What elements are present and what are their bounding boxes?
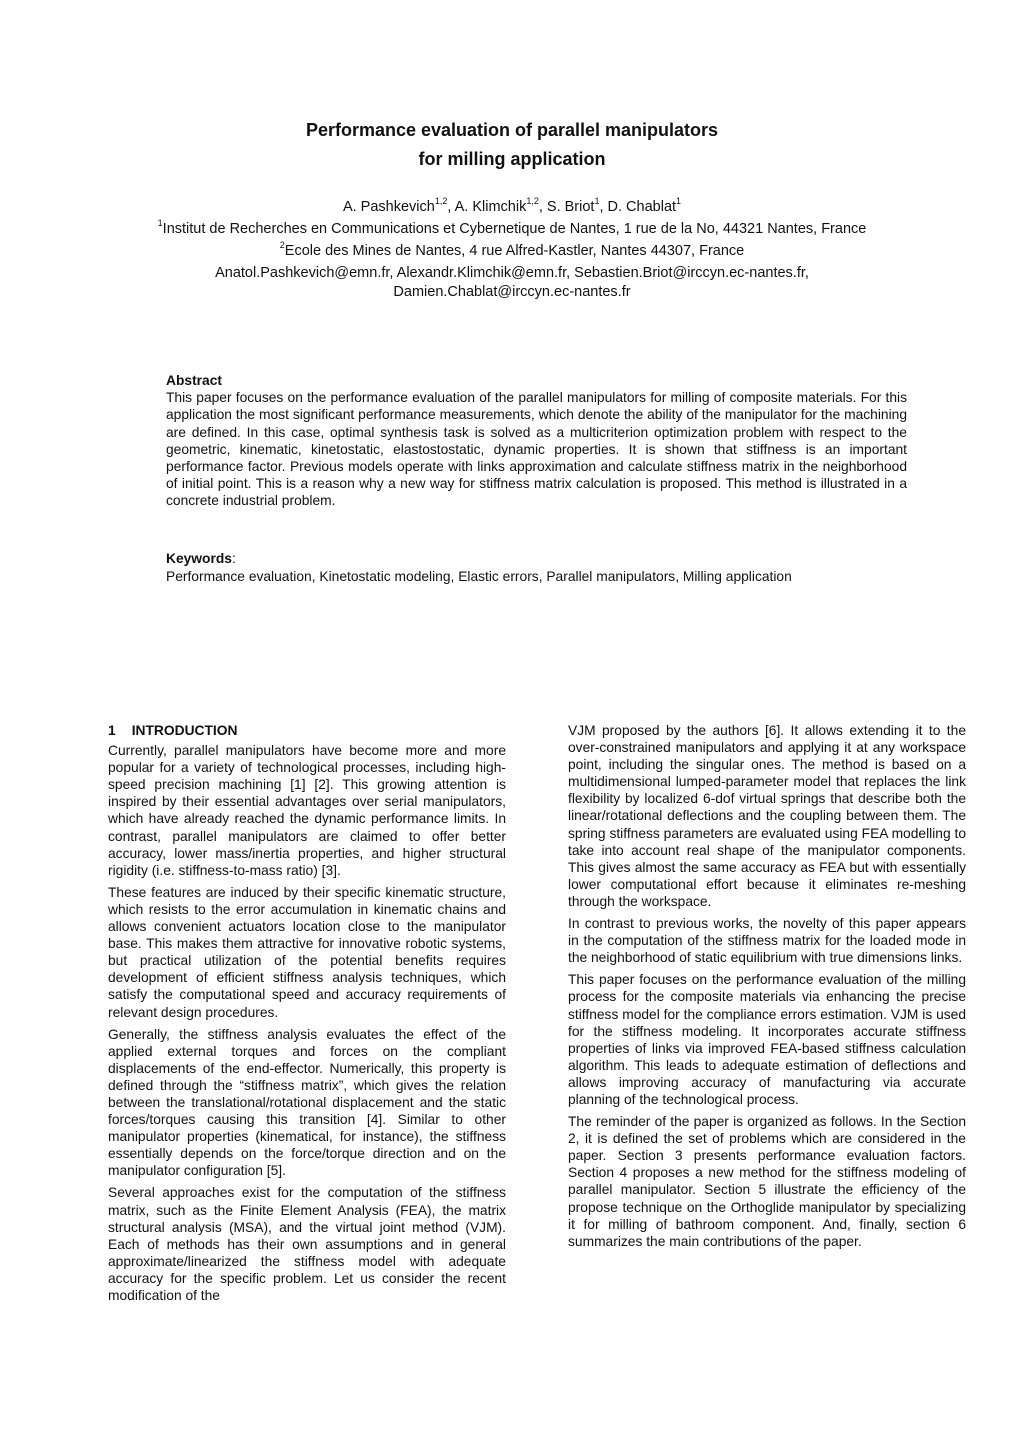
author-name: D. Chablat xyxy=(607,199,677,215)
keywords xyxy=(166,550,907,586)
paragraph: Several approaches exist for the computation of the stiffness matrix, such as the Finite Element Analysis (FEA), the matrix structural analysis (MSA), and the virtual joint method (VJM). Each of methods has their own assumptions and in general approximate/linearized the stiffness model with adequate accuracy for the specific problem. Let us consider the recent modification of the xyxy=(108,1185,506,1303)
abstract-heading: Abstract xyxy=(166,373,222,388)
paragraph: These features are induced by their specific kinematic structure, which resists to the error accumulation in kinematic chains and allows convenient actuators location close to the manipulator base. This makes them attractive for innovative robotic systems, but practical utilization of the potential benefits requires development of efficient stiffness analysis techniques, which satisfy the computational speed and accuracy requirements of relevant design procedures. xyxy=(108,884,506,1020)
paragraph: Generally, the stiffness analysis evaluates the effect of the applied external torques and forces on the compliant displacements of the end-effector. Numerically, this property is defined through the “stiffness matrix”, which gives the relation between the translational/rotational displacement and the static forces/torques causing this transition [4]. Similar to other manipulator properties (kinematical, for instance), the stiffness essentially depends on the force/torque direction and on the manipulator configuration [5]. xyxy=(108,1026,506,1179)
emails-line-1: Anatol.Pashkevich@emn.fr, Alexandr.Klimchik@emn.fr, Sebastien.Briot@irccyn.ec-nantes.fr, xyxy=(215,265,809,281)
keywords-heading: Keywords xyxy=(166,551,232,566)
emails-line-2: Damien.Chablat@irccyn.ec-nantes.fr xyxy=(393,284,631,300)
section-number: 1 xyxy=(108,723,116,738)
affiliation-marker: 1 xyxy=(676,196,682,207)
affiliation-marker: 1 xyxy=(594,196,600,207)
paper-title xyxy=(0,116,1024,174)
author-name: A. Klimchik xyxy=(454,199,527,215)
right-column xyxy=(568,722,966,1255)
title-line-2: for milling application xyxy=(418,149,606,169)
affiliation-2: $^2$Ecole des Mines de Nantes, 4 rue Alfred-Kastler, Nantes 44307, France xyxy=(279,240,745,259)
section-heading xyxy=(108,722,506,739)
title-line-1: Performance evaluation of parallel manipulators xyxy=(305,120,719,140)
left-column xyxy=(108,722,506,1309)
author-name: S. Briot xyxy=(546,199,595,215)
abstract-text: This paper focuses on the performance evaluation of the parallel manipulators for milling of composite materials. For this application the most significant performance measurements, which denote the ability of the manipulator for the machining are defined. In this case, optimal synthesis task is solved as a multicriterion optimization problem with respect to the geometric, kinematic, kinetostatic, elastostostatic, dynamic properties. It is shown that stiffness is an important performance factor. Previous models operate with links approximation and calculate stiffness matrix in the neighborhood of initial point. This is a reason why a new way for stiffness matrix calculation is proposed. This method is illustrated in a concrete industrial problem. xyxy=(166,390,907,509)
author-block xyxy=(0,196,1024,302)
affiliation-marker: 1,2 xyxy=(434,196,448,207)
paragraph: VJM proposed by the authors [6]. It allows extending it to the over-constrained manipulators and applying it at any workspace point, including the singular ones. The method is based on a multidimensional lumped-parameter model that replaces the link flexibility by localized 6-dof virtual springs that describe both the linear/rotational deflections and the coupling between them. The spring stiffness parameters are evaluated using FEA modelling to take into account real shape of the manipulator components. This gives almost the same accuracy as FEA but with essentially lower computational effort because it eliminates re-meshing through the workspace. xyxy=(568,723,966,909)
section-title: INTRODUCTION xyxy=(131,723,238,738)
keywords-text: Performance evaluation, Kinetostatic modeling, Elastic errors, Parallel manipulators, Milling application xyxy=(166,569,792,584)
author-list: A. Pashkevich$^{1,2}$, A. Klimchik$^{1,2}$, S. Briot$^1$, D. Chablat$^1$ xyxy=(342,196,682,215)
paragraph: The reminder of the paper is organized as follows. In the Section 2, it is defined the set of problems which are considered in the paper. Section 3 presents performance evaluation factors. Section 4 proposes a new method for the stiffness modeling of parallel manipulator. Section 5 illustrate the efficiency of the propose technique on the Orthoglide manipulator by specializing it for milling of bathroom component. And, finally, section 6 summarizes the main contributions of the paper. xyxy=(568,1114,966,1249)
paragraph: This paper focuses on the performance evaluation of the milling process for the composite materials via enhancing the precise stiffness model for the compliance errors estimation. VJM is used for the stiffness modeling. It incorporates accurate stiffness properties of links via improved FEA-based stiffness calculation algorithm. This leads to adequate estimation of deflections and allows improving accuracy of manufacturing via accurate planning of the technological process. xyxy=(568,972,966,1107)
author-name: A. Pashkevich xyxy=(342,199,435,215)
paragraph: In contrast to previous works, the novelty of this paper appears in the computation of the stiffness matrix for the loaded mode in the neighborhood of static equilibrium with true dimensions links. xyxy=(568,916,966,966)
abstract xyxy=(166,372,907,510)
author-emails xyxy=(0,264,1024,302)
affiliation-marker: 1,2 xyxy=(526,196,539,207)
keywords-colon: : xyxy=(231,551,236,566)
affiliation-1: $^1$Institut de Recherches en Communications et Cybernetique de Nantes, 1 rue de la No, 44321 Nantes, France xyxy=(157,218,867,237)
paragraph: Currently, parallel manipulators have become more and more popular for a variety of technological processes, including high-speed precision machining [1] [2]. This growing attention is inspired by their essential advantages over serial manipulators, which have already reached the dynamic performance limits. In contrast, parallel manipulators are claimed to offer better accuracy, lower mass/inertia properties, and higher structural rigidity (i.e. stiffness-to-mass ratio) [3]. xyxy=(108,743,506,878)
